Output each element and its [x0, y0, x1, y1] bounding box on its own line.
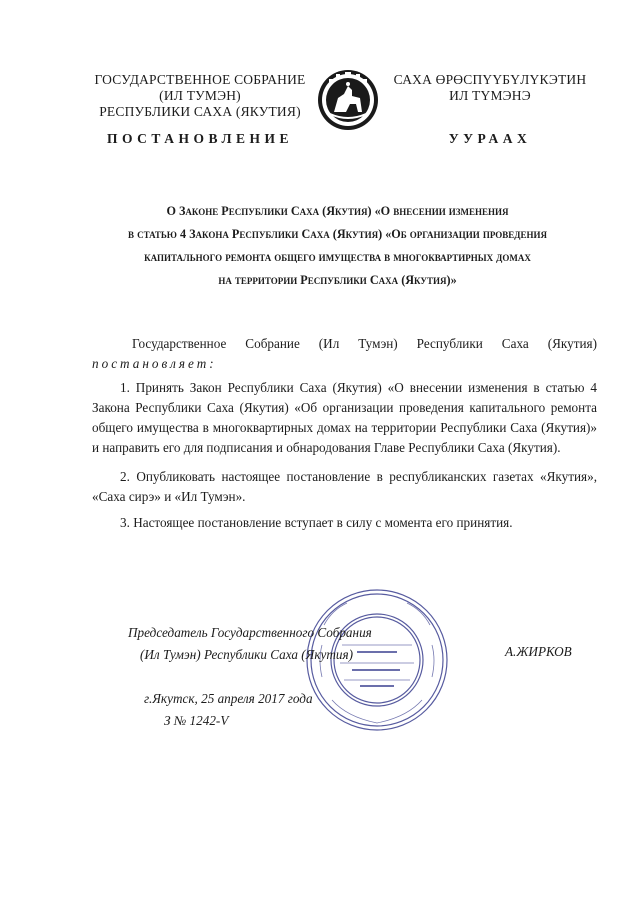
header-right-line-2: ИЛ ТҮМЭНЭ — [449, 88, 531, 103]
body-item-1: 1. Принять Закон Республики Саха (Якутия) «О внесении изменения в статью 4 Закона Республики Саха (Якутия) «Об организации проведения капитального ремонта общего имущества в многоквартирных домах на территории Республики Саха (Якутия)» и направить его для подписания и обнародования Главе Республики Саха (Якутия). — [92, 380, 597, 455]
yakutia-coat-of-arms-icon — [316, 68, 380, 132]
signature-position-line-1: Председатель Государственного Собрания — [128, 625, 372, 640]
body-item-3: 3. Настоящее постановление вступает в силу с момента его принятия. — [120, 515, 513, 530]
header-right-org — [385, 72, 595, 104]
document-title — [80, 200, 595, 292]
header-left-line-2: (ИЛ ТУМЭН) — [159, 88, 241, 103]
doc-type-sakha: УУРААХ — [448, 131, 532, 146]
header-left-line-3: РЕСПУБЛИКИ САХА (ЯКУТИЯ) — [99, 104, 301, 119]
header-right-line-1: САХА ӨРӨСПҮҮБҮЛҮКЭТИН — [393, 72, 587, 87]
body-item-2: 2. Опубликовать настоящее постановление в республиканских газетах «Якутия», «Саха сирэ» и «Ил Тумэн». — [92, 469, 597, 504]
title-line-4: на территории Республики Саха (Якутия)» — [218, 273, 457, 287]
document-number: З № 1242-V — [164, 713, 229, 728]
signature-position — [128, 622, 372, 666]
place-date: г.Якутск, 25 апреля 2017 года — [144, 691, 313, 706]
title-line-3: капитального ремонта общего имущества в многоквартирных домах — [144, 250, 531, 264]
title-line-1: О Законе Республики Саха (Якутия) «О внесении изменения — [166, 204, 509, 218]
signature-name: А.ЖИРКОВ — [505, 644, 572, 659]
signature-position-line-2: (Ил Тумэн) Республики Саха (Якутия) — [140, 647, 354, 662]
body-intro: Государственное Собрание (Ил Тумэн) Республики Саха (Якутия) — [132, 336, 597, 351]
doc-type-ru: ПОСТАНОВЛЕНИЕ — [106, 131, 294, 146]
header-left-line-1: ГОСУДАРСТВЕННОЕ СОБРАНИЕ — [94, 72, 306, 87]
header-left-org — [80, 72, 320, 120]
place-date-block — [144, 688, 313, 732]
title-line-2: в статью 4 Закона Республики Саха (Якутия) «Об организации проведения — [128, 227, 547, 241]
body-postanovlyaet: постановляет: — [92, 356, 217, 371]
